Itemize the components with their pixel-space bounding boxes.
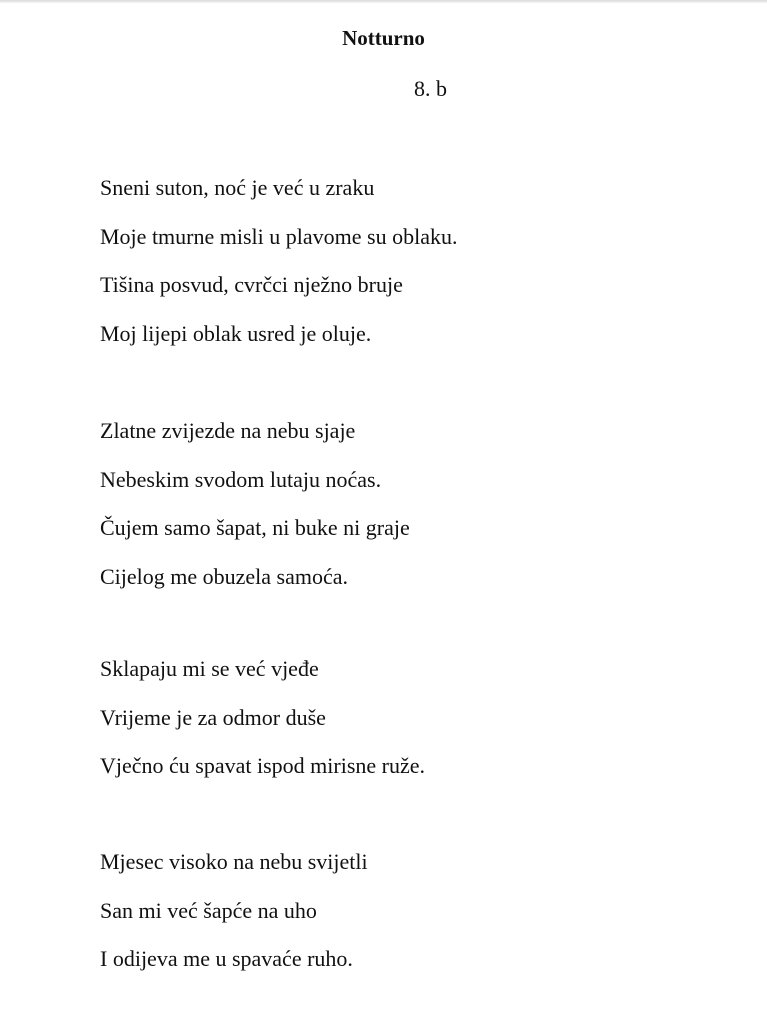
poem-line: Nebeskim svodom lutaju noćas. — [100, 466, 382, 492]
poem-line: Čujem samo šapat, ni buke ni graje — [100, 515, 410, 540]
poem-line: San mi već šapće na uho — [100, 897, 317, 923]
poem-line: Sneni suton, noć je već u zraku — [100, 175, 375, 200]
poem-line: Mjesec visoko na nebu svijetli — [100, 849, 368, 874]
poem-line: Vrijeme je za odmor duše — [100, 704, 326, 730]
poem-class-label: 8. b — [414, 76, 447, 101]
stanza-1 — [100, 174, 457, 368]
poem-line: Tišina posvud, cvrčci nježno bruje — [100, 272, 403, 297]
poem-line: Sklapaju mi se već vjeđe — [100, 656, 319, 681]
poem-line: Moj lijepi oblak usred je oluje. — [100, 320, 372, 346]
poem-line: Zlatne zvijezde na nebu sjaje — [100, 418, 356, 443]
poem-line: Vječno ću spavat ispod mirisne ruže. — [100, 753, 426, 778]
poem-line: I odijeva me u spavaće ruho. — [100, 946, 353, 971]
stanza-4 — [100, 848, 368, 994]
stanza-3 — [100, 655, 425, 801]
poem-line: Cijelog me obuzela samoća. — [100, 563, 349, 589]
poem-line: Moje tmurne misli u plavome su oblaku. — [100, 223, 458, 249]
stanza-2 — [100, 417, 410, 611]
poem-title: Notturno — [342, 26, 425, 50]
